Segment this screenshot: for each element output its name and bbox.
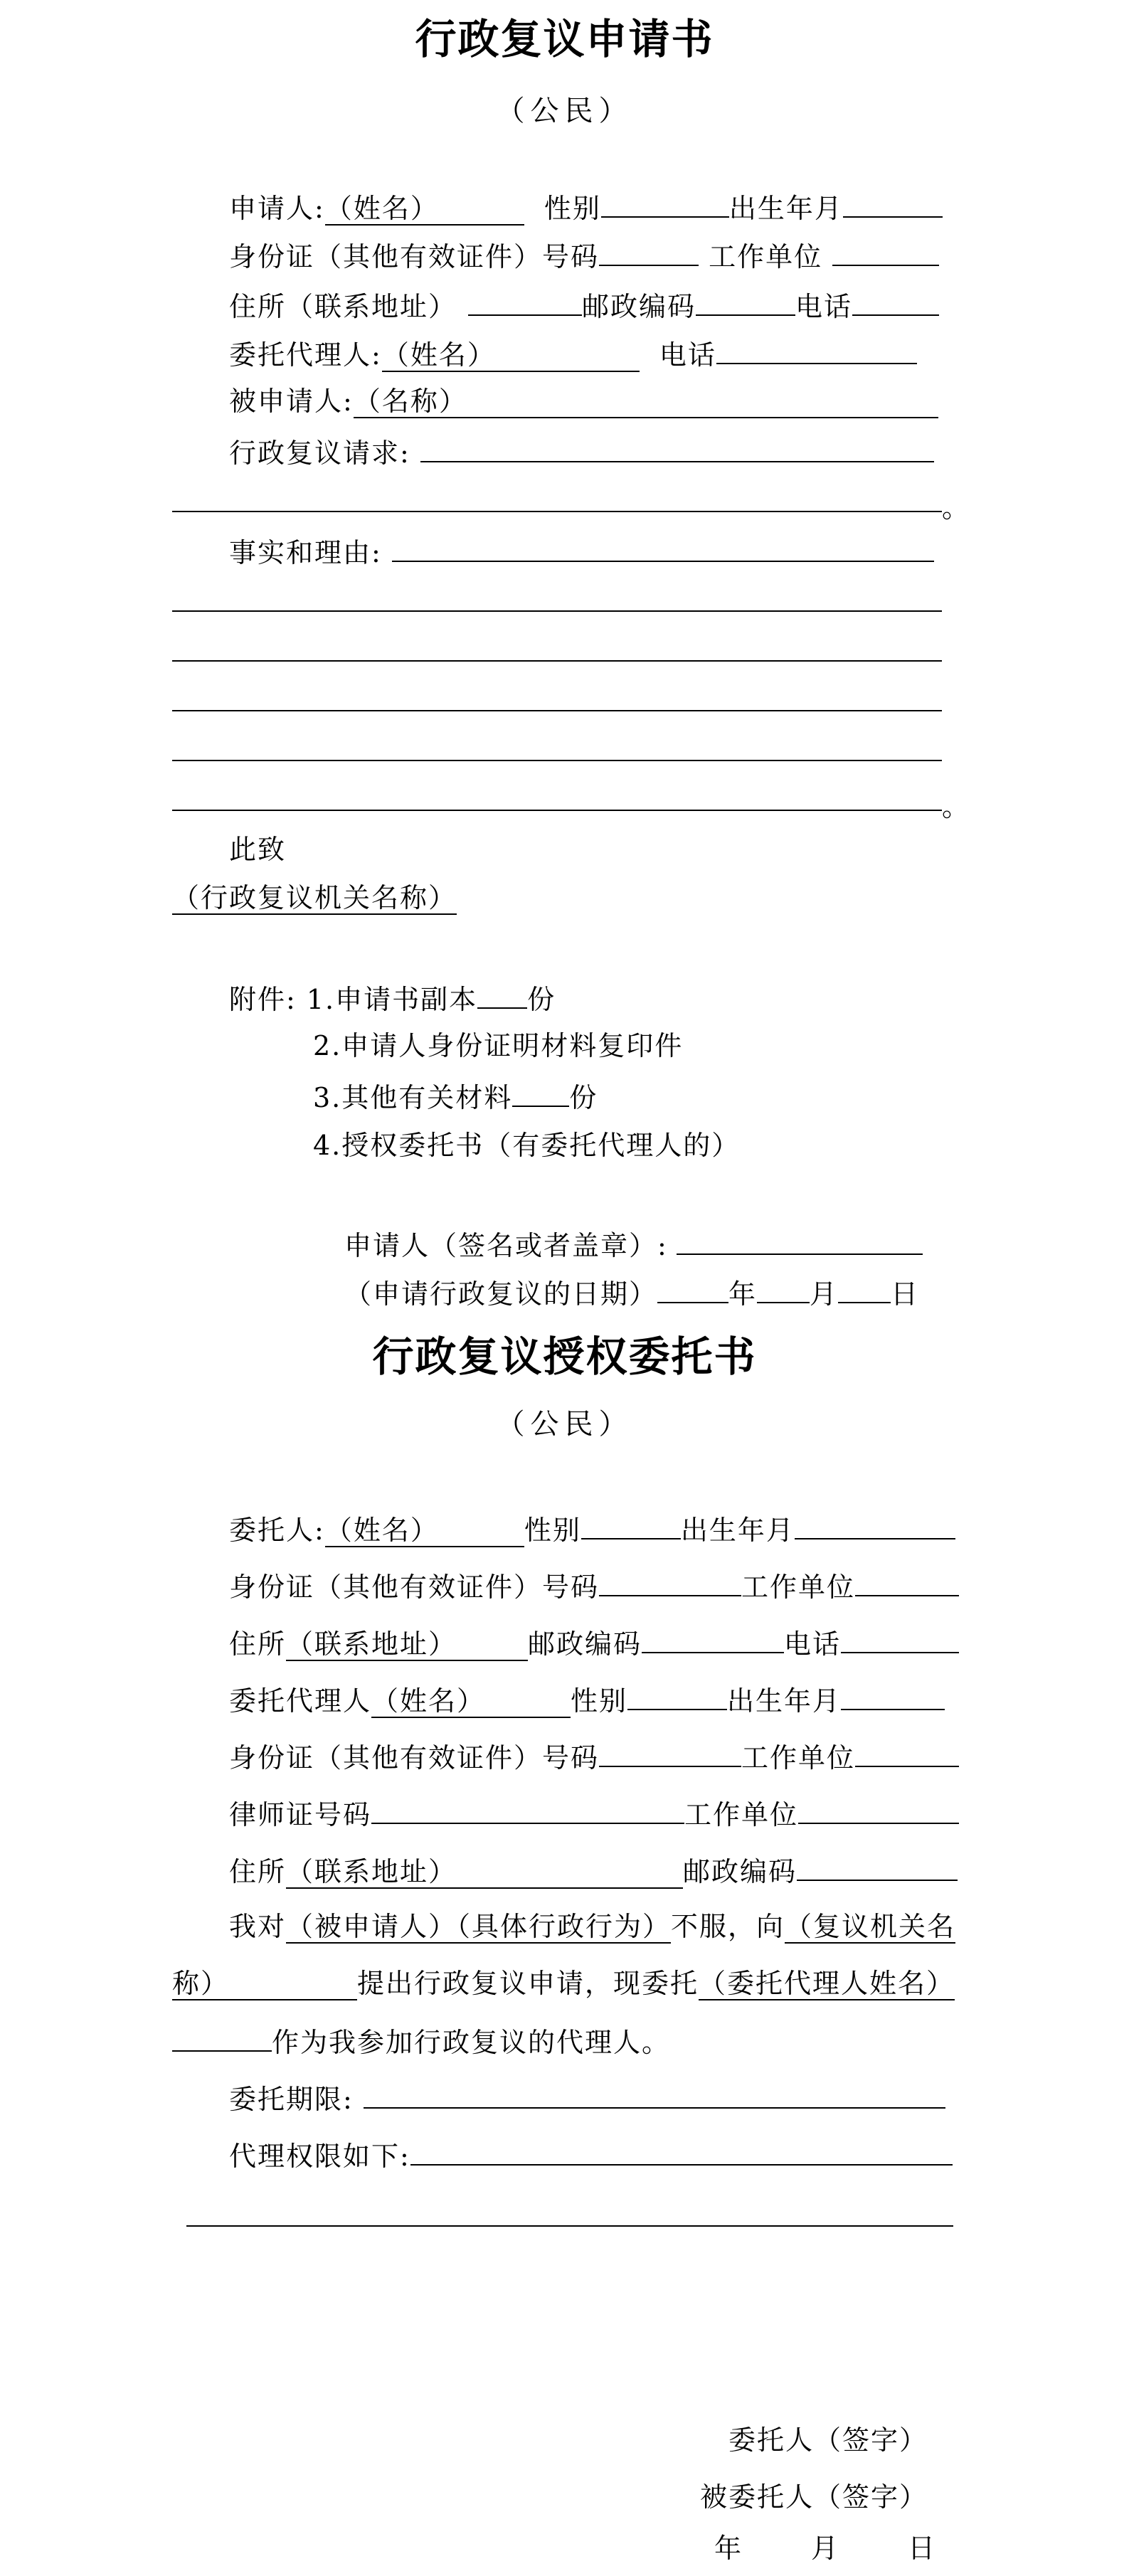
principal-birth-label: 出生年月 bbox=[680, 1515, 795, 1546]
principal-postcode-label: 邮政编码 bbox=[528, 1628, 642, 1660]
lawyer-label: 律师证号码 bbox=[229, 1799, 372, 1830]
signature-row bbox=[344, 1225, 923, 1264]
applicant-label: 申请人: bbox=[229, 193, 325, 224]
facts-period: 。 bbox=[942, 791, 970, 822]
postcode-label: 邮政编码 bbox=[582, 291, 696, 322]
respondent-row bbox=[229, 383, 938, 420]
sign-month-label: 月 bbox=[811, 2533, 840, 2564]
attachment-4: 4.授权委托书（有委托代理人的） bbox=[313, 1130, 741, 1161]
attachment-3-unit: 份 bbox=[569, 1082, 598, 1113]
auth-agent-address-field[interactable]: （联系地址） bbox=[286, 1856, 683, 1889]
statement-authority-field-b[interactable]: 称） bbox=[172, 1968, 357, 2000]
facts-line-5[interactable] bbox=[172, 760, 942, 761]
phone-field[interactable] bbox=[852, 286, 939, 316]
principal-work-label: 工作单位 bbox=[741, 1571, 856, 1603]
applicant-row bbox=[229, 188, 943, 227]
address-row bbox=[229, 286, 939, 325]
statement-authority-field-a[interactable]: （复议机关名 bbox=[785, 1911, 956, 1942]
request-label: 行政复议请求: bbox=[229, 438, 410, 469]
principal-id-label: 身份证（其他有效证件）号码 bbox=[229, 1571, 600, 1603]
attachment-1-row bbox=[229, 979, 556, 1018]
date-month-field[interactable] bbox=[757, 1273, 810, 1303]
scope-label: 代理权限如下: bbox=[229, 2141, 410, 2172]
agent-name-field[interactable]: （姓名） bbox=[382, 339, 640, 372]
facts-row bbox=[229, 532, 934, 571]
principal-birth-field[interactable] bbox=[795, 1510, 955, 1539]
agent-signature: 被委托人（签字） bbox=[700, 2481, 928, 2513]
agent-phone-field[interactable] bbox=[716, 334, 917, 364]
address-label: 住所（联系地址） bbox=[229, 291, 457, 322]
auth-agent-id-field[interactable] bbox=[599, 1737, 741, 1767]
respondent-label: 被申请人: bbox=[229, 386, 354, 417]
applicant-name-field[interactable]: （姓名） bbox=[325, 193, 524, 226]
auth-agent-work-label: 工作单位 bbox=[741, 1742, 856, 1774]
id-field[interactable] bbox=[599, 236, 699, 266]
facts-line-4[interactable] bbox=[172, 710, 942, 711]
attachment-3-row bbox=[313, 1077, 598, 1116]
id-label: 身份证（其他有效证件）号码 bbox=[229, 241, 600, 272]
date-month-label: 月 bbox=[810, 1278, 839, 1310]
facts-label: 事实和理由: bbox=[229, 537, 382, 568]
request-period: 。 bbox=[942, 492, 970, 524]
auth-agent-birth-field[interactable] bbox=[841, 1680, 945, 1710]
auth-agent-address-row bbox=[229, 1851, 958, 1890]
statement-text-1: 我对 bbox=[229, 1911, 287, 1942]
agent-phone-label: 电话 bbox=[659, 339, 716, 371]
date-row bbox=[344, 1273, 919, 1313]
statement-line-2 bbox=[172, 1965, 955, 2002]
facts-field[interactable] bbox=[392, 532, 934, 562]
date-label: （申请行政复议的日期） bbox=[344, 1278, 658, 1310]
attachment-1-text: 1.申请书副本 bbox=[306, 984, 478, 1015]
birth-field[interactable] bbox=[843, 188, 943, 218]
authority-row bbox=[172, 879, 457, 916]
statement-agent-field[interactable]: （委托代理人姓名） bbox=[699, 1968, 955, 1999]
principal-signature: 委托人（签字） bbox=[728, 2424, 928, 2456]
signature-field[interactable] bbox=[677, 1225, 923, 1255]
auth-agent-row bbox=[229, 1680, 945, 1719]
agent-row bbox=[229, 334, 917, 373]
date-day-field[interactable] bbox=[838, 1273, 891, 1303]
attachment-1-unit: 份 bbox=[527, 984, 556, 1015]
statement-line-1 bbox=[229, 1908, 955, 1945]
gender-label: 性别 bbox=[544, 193, 601, 224]
request-row bbox=[229, 433, 934, 472]
authorization-subtitle: （公民） bbox=[496, 1408, 633, 1441]
birth-label: 出生年月 bbox=[728, 193, 843, 224]
term-field[interactable] bbox=[364, 2079, 945, 2109]
date-year-field[interactable] bbox=[657, 1273, 728, 1303]
authority-name-field[interactable]: （行政复议机关名称） bbox=[172, 882, 457, 913]
scope-row bbox=[229, 2136, 953, 2175]
principal-gender-label: 性别 bbox=[524, 1515, 581, 1546]
auth-agent-id-label: 身份证（其他有效证件）号码 bbox=[229, 1742, 600, 1774]
lawyer-number-field[interactable] bbox=[371, 1794, 684, 1824]
statement-text-4: 作为我参加行政复议的代理人。 bbox=[272, 2027, 671, 2058]
auth-agent-postcode-field[interactable] bbox=[797, 1851, 958, 1881]
principal-address-label: 住所 bbox=[229, 1628, 287, 1660]
principal-postcode-field[interactable] bbox=[642, 1623, 784, 1653]
principal-phone-label: 电话 bbox=[784, 1628, 842, 1660]
sign-day-label: 日 bbox=[908, 2533, 937, 2564]
term-label: 委托期限: bbox=[229, 2084, 354, 2115]
principal-phone-field[interactable] bbox=[841, 1623, 959, 1653]
work-field[interactable] bbox=[832, 236, 939, 266]
request-line-2[interactable] bbox=[172, 511, 942, 512]
principal-row bbox=[229, 1510, 955, 1549]
auth-agent-postcode-label: 邮政编码 bbox=[683, 1856, 797, 1887]
term-row bbox=[229, 2079, 945, 2118]
statement-text-3: 提出行政复议申请，现委托 bbox=[357, 1968, 699, 1999]
request-field[interactable] bbox=[420, 433, 934, 462]
application-title: 行政复议申请书 bbox=[415, 15, 714, 63]
id-row bbox=[229, 236, 939, 275]
auth-agent-id-row bbox=[229, 1737, 959, 1776]
date-year-label: 年 bbox=[728, 1278, 758, 1310]
principal-name-field[interactable]: （姓名） bbox=[325, 1515, 524, 1547]
salutation: 此致 bbox=[229, 834, 287, 865]
principal-address-row bbox=[229, 1623, 959, 1663]
principal-gender-field[interactable] bbox=[581, 1510, 681, 1539]
facts-line-2[interactable] bbox=[172, 610, 942, 612]
facts-line-3[interactable] bbox=[172, 660, 942, 662]
sign-date-row bbox=[714, 2530, 936, 2567]
application-subtitle: （公民） bbox=[496, 95, 633, 127]
agent-label: 委托代理人: bbox=[229, 339, 382, 371]
sign-year-label: 年 bbox=[714, 2533, 743, 2564]
lawyer-work-label: 工作单位 bbox=[684, 1799, 799, 1830]
statement-line-3 bbox=[172, 2022, 670, 2061]
principal-id-row bbox=[229, 1567, 959, 1606]
respondent-name-field[interactable]: （名称） bbox=[354, 386, 938, 418]
address-field[interactable] bbox=[468, 286, 582, 316]
phone-label: 电话 bbox=[795, 291, 853, 322]
lawyer-row bbox=[229, 1794, 959, 1833]
auth-agent-gender-field[interactable] bbox=[627, 1680, 727, 1710]
auth-agent-gender-label: 性别 bbox=[571, 1685, 628, 1717]
postcode-field[interactable] bbox=[696, 286, 795, 316]
principal-address-field[interactable]: （联系地址） bbox=[286, 1628, 528, 1661]
attachment-1-copies-field[interactable] bbox=[477, 979, 527, 1009]
auth-agent-label: 委托代理人 bbox=[229, 1685, 372, 1717]
scope-line-2[interactable] bbox=[186, 2225, 953, 2227]
auth-agent-name-field[interactable]: （姓名） bbox=[371, 1685, 571, 1718]
auth-agent-work-field[interactable] bbox=[855, 1737, 959, 1767]
attachment-3-text: 3.其他有关材料 bbox=[313, 1082, 513, 1113]
statement-respondent-field[interactable]: （被申请人）（具体行政行为） bbox=[286, 1911, 672, 1942]
statement-text-2: 不服，向 bbox=[671, 1911, 785, 1942]
scope-field[interactable] bbox=[410, 2136, 953, 2166]
date-day-label: 日 bbox=[891, 1278, 920, 1310]
attachment-3-copies-field[interactable] bbox=[512, 1077, 569, 1107]
work-label: 工作单位 bbox=[709, 241, 823, 272]
authorization-title: 行政复议授权委托书 bbox=[372, 1332, 757, 1381]
statement-agent-field-cont[interactable] bbox=[172, 2022, 272, 2052]
principal-id-field[interactable] bbox=[599, 1567, 741, 1596]
facts-line-6[interactable] bbox=[172, 810, 942, 811]
principal-work-field[interactable] bbox=[855, 1567, 959, 1596]
principal-label: 委托人: bbox=[229, 1515, 325, 1546]
gender-field[interactable] bbox=[601, 188, 729, 218]
auth-agent-address-label: 住所 bbox=[229, 1856, 287, 1887]
attachments-label: 附件: bbox=[229, 984, 297, 1015]
signature-label: 申请人（签名或者盖章）: bbox=[344, 1230, 668, 1261]
lawyer-work-field[interactable] bbox=[798, 1794, 959, 1824]
auth-agent-birth-label: 出生年月 bbox=[727, 1685, 842, 1717]
attachment-2: 2.申请人身份证明材料复印件 bbox=[313, 1030, 684, 1061]
